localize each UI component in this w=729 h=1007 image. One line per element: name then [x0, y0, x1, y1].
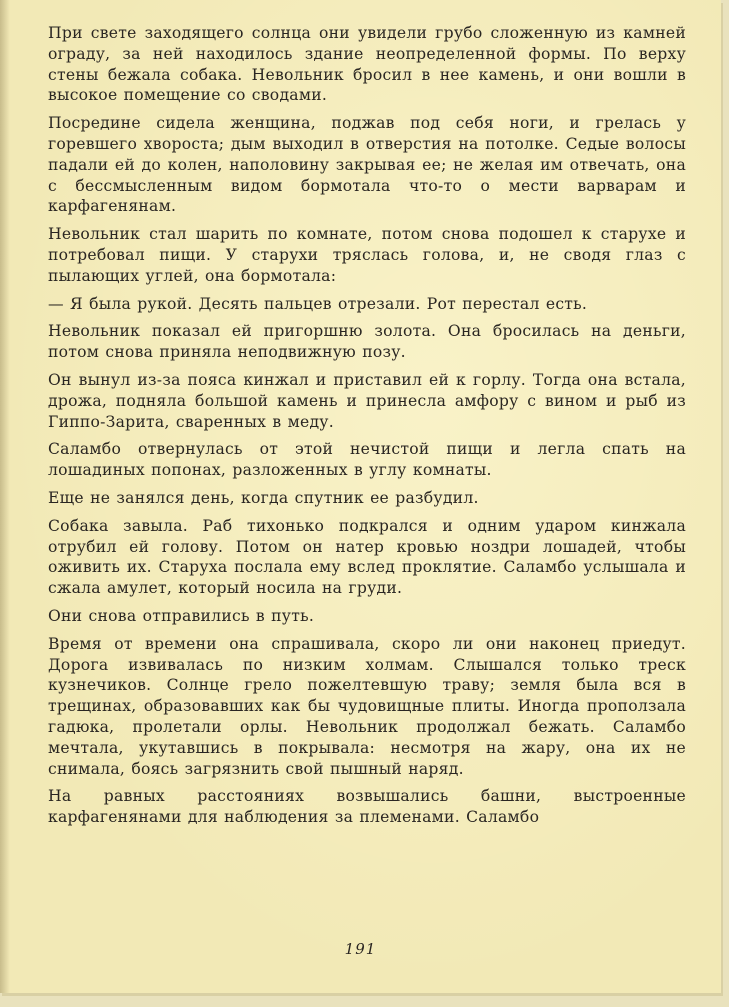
paragraph-5: Невольник показал ей пригоршню золота. Она бросилась на деньги, потом снова приняла неподвижную позу. — [48, 322, 686, 362]
page-text — [48, 23, 686, 835]
paragraph-12: На равных расстояниях возвышались башни, выстроенные карфагенянами для наблюдения за племенами. Саламбо — [48, 787, 686, 827]
paragraph-10: Они снова отправились в путь. — [48, 606, 315, 625]
paragraph-6: Он вынул из-за пояса кинжал и приставил ей к горлу. Тогда она встала, дрожа, подняла большой камень и принесла амфору с вином и рыб из Гиппо-Зарита, сваренных в меду. — [48, 370, 686, 431]
paragraph-1: При свете заходящего солнца они увидели грубо сложенную из камней ограду, за ней находилось здание неопределенной формы. По верху стены бежала собака. Невольник бросил в нее камень, и они вошли в высокое помещение со сводами. — [48, 24, 686, 105]
page-number: 191 — [344, 940, 377, 958]
paragraph-3: Невольник стал шарить по комнате, потом снова подошел к старухе и потребовал пищи. У старухи тряслась голова, и, не сводя глаз с пылающих углей, она бормотала: — [48, 225, 686, 285]
paragraph-8: Еще не занялся день, когда спутник ее разбудил. — [48, 488, 479, 507]
paragraph-4: — Я была рукой. Десять пальцев отрезали. Рот перестал есть. — [48, 294, 588, 313]
paragraph-2: Посредине сидела женщина, поджав под себя ноги, и грелась у горевшего хвороста; дым выходил в отверстия на потолке. Седые волосы падали ей до колен, наполовину закрывая ее; не желая им отвечать, она с бессмысленным видом бормотала что-то о мести варварам и карфагенянам. — [48, 114, 686, 216]
page-binding-shadow — [0, 0, 10, 993]
paragraph-11: Время от времени она спрашивала, скоро ли они наконец приедут. Дорога извивалась по низким холмам. Слышался только треск кузнечиков. Солнце грело пожелтевшую траву; земля была вся в трещинах, образовавших как бы чудовищные плиты. Иногда проползала гадюка, пролетали орлы. Невольник продолжал бежать. Саламбо мечтала, укутавшись в покрывала: несмотря на жару, она их не снимала, боясь загрязнить свой пышный наряд. — [48, 634, 686, 778]
paragraph-7: Саламбо отвернулась от этой нечистой пищи и легла спать на лошадиных попонах, разложенных в углу комнаты. — [48, 440, 686, 480]
paragraph-9: Собака завыла. Раб тихонько подкрался и одним ударом кинжала отрубил ей голову. Потом он натер кровью ноздри лошадей, чтобы оживить их. Старуха послала ему вслед проклятие. Саламбо услышала и сжала амулет, который носила на груди. — [48, 516, 686, 598]
